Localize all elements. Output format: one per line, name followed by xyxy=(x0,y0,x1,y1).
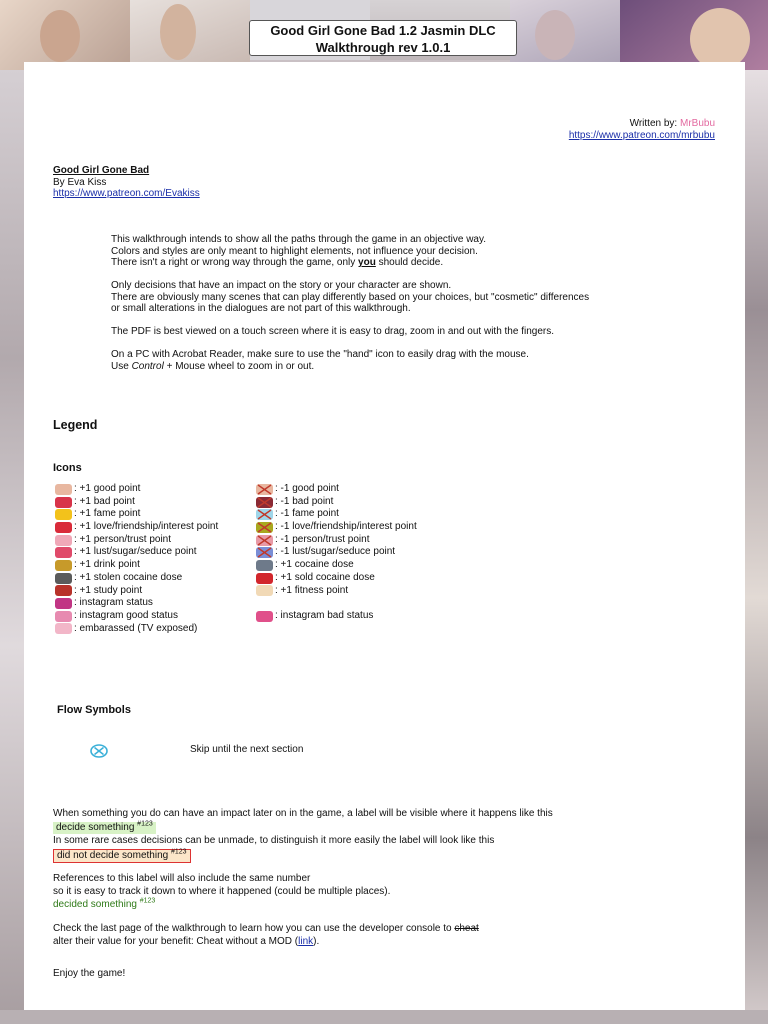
legend-entry-label: : +1 person/trust point xyxy=(74,533,172,545)
study-point-icon xyxy=(55,585,72,596)
undecision-label-example xyxy=(53,849,191,863)
legend-entry xyxy=(55,496,218,509)
explanation-line: When something you do can have an impact later on in the game, a label will be visible where it happens like this xyxy=(53,808,553,819)
minus-bad-point-icon xyxy=(256,497,273,508)
control-key-text: Control xyxy=(131,360,164,372)
intro-paragraph xyxy=(111,349,711,372)
legend-entry-label: : instagram good status xyxy=(74,609,178,621)
legend-entry-label: : -1 bad point xyxy=(275,495,334,507)
minus-lust-point-icon xyxy=(256,547,273,558)
icons-heading: Icons xyxy=(53,462,82,474)
intro-line: Only decisions that have an impact on the story or your character are shown. xyxy=(111,280,452,292)
legend-entry xyxy=(256,585,417,598)
icon-legend-right xyxy=(256,483,417,597)
legend-entry xyxy=(256,610,373,623)
icon-legend-instagram-bad xyxy=(256,610,373,623)
document-subtitle: Walkthrough rev 1.0.1 xyxy=(315,40,451,55)
background-figure xyxy=(535,10,575,60)
legend-entry xyxy=(55,610,218,623)
skip-section-label: Skip until the next section xyxy=(190,744,304,755)
legend-entry-label: : +1 fitness point xyxy=(275,584,349,596)
minus-fame-point-icon xyxy=(256,509,273,520)
explanation-line: Check the last page of the walkthrough to learn how you can use the developer console to xyxy=(53,922,455,934)
reference-label-number: #123 xyxy=(139,898,156,906)
intro-paragraph xyxy=(111,326,711,338)
decision-label-number: #123 xyxy=(137,821,153,829)
legend-heading: Legend xyxy=(53,418,98,432)
good-point-icon xyxy=(55,484,72,495)
legend-entry-label: : +1 good point xyxy=(74,483,141,494)
instagram-bad-icon xyxy=(256,611,273,622)
legend-entry xyxy=(256,508,417,521)
intro-line: Colors and styles are only meant to highlight elements, not influence your decision. xyxy=(111,245,478,257)
explanation-line: ). xyxy=(313,936,320,948)
explanation-line: so it is easy to track it down to where it happened (could be multiple places). xyxy=(53,885,391,897)
legend-entry xyxy=(256,496,417,509)
legend-entry xyxy=(55,572,218,585)
author-patreon-link[interactable]: https://www.patreon.com/mrbubu xyxy=(568,129,715,141)
decision-label-example xyxy=(53,822,156,834)
legend-entry xyxy=(55,546,218,559)
fitness-point-icon xyxy=(256,585,273,596)
embarrassed-icon xyxy=(55,623,72,634)
decision-label-text: decide something xyxy=(56,822,138,834)
legend-entry-label: : instagram status xyxy=(74,597,153,609)
legend-entry-label: : +1 love/friendship/interest point xyxy=(74,521,219,533)
game-credit xyxy=(53,165,200,200)
legend-entry xyxy=(55,623,218,636)
game-author: By Eva Kiss xyxy=(53,176,107,188)
trust-point-icon xyxy=(55,535,72,546)
legend-entry-label: : +1 study point xyxy=(74,584,143,596)
sold-cocaine-icon xyxy=(256,573,273,584)
legend-entry-label: : -1 good point xyxy=(275,483,339,494)
legend-entry xyxy=(256,483,417,496)
legend-entry xyxy=(256,572,417,585)
explanation-line: alter their value for your benefit: Cheat without a MOD ( xyxy=(53,936,299,948)
instagram-good-icon xyxy=(55,611,72,622)
background-figure xyxy=(690,8,750,70)
legend-entry-label: : instagram bad status xyxy=(275,610,374,621)
intro-line: Use xyxy=(111,360,132,372)
intro-text xyxy=(111,234,711,384)
intro-line: This walkthrough intends to show all the paths through the game in an objective way. xyxy=(111,234,487,245)
flow-symbols-heading: Flow Symbols xyxy=(57,704,131,716)
background-art-strip-left xyxy=(0,70,24,1024)
legend-entry xyxy=(256,546,417,559)
background-art-strip-right xyxy=(745,70,768,1024)
labels-explanation xyxy=(53,808,743,981)
intro-line: The PDF is best viewed on a touch screen where it is easy to drag, zoom in and out with the fingers. xyxy=(111,326,555,338)
minus-trust-point-icon xyxy=(256,535,273,546)
background-art-strip-bottom xyxy=(0,1010,768,1024)
love-point-icon xyxy=(55,522,72,533)
intro-line: There are obviously many scenes that can play differently based on your choices, but "cosmetic" differences xyxy=(111,291,590,303)
intro-paragraph xyxy=(111,280,711,315)
intro-paragraph xyxy=(111,234,711,269)
lust-point-icon xyxy=(55,547,72,558)
legend-entry-label: : -1 love/friendship/interest point xyxy=(275,521,417,533)
legend-entry-label: : -1 person/trust point xyxy=(275,533,370,545)
minus-love-point-icon xyxy=(256,522,273,533)
legend-entry-label: : +1 fame point xyxy=(74,508,141,520)
intro-line: On a PC with Acrobat Reader, make sure to use the "hand" icon to easily drag with the mouse. xyxy=(111,349,529,361)
intro-line: should decide. xyxy=(375,257,444,269)
legend-entry-label: : +1 cocaine dose xyxy=(275,559,354,571)
legend-entry-label: : +1 bad point xyxy=(74,495,135,507)
game-patreon-link[interactable]: https://www.patreon.com/Evakiss xyxy=(53,188,200,200)
intro-line: + Mouse wheel to zoom in or out. xyxy=(163,360,315,372)
legend-entry-label: : embarassed (TV exposed) xyxy=(74,622,198,634)
explanation-line: In some rare cases decisions can be unmade, to distinguish it more easily the label will look like this xyxy=(53,834,495,846)
document-title: Good Girl Gone Bad 1.2 Jasmin DLC xyxy=(270,23,496,38)
instagram-status-icon xyxy=(55,598,72,609)
struck-cheat-text: cheat xyxy=(454,922,479,934)
minus-good-point-icon xyxy=(256,484,273,495)
emphasis-you: you xyxy=(358,257,376,269)
stolen-cocaine-icon xyxy=(55,573,72,584)
author-name: MrBubu xyxy=(679,118,715,129)
legend-entry xyxy=(256,559,417,572)
legend-entry-label: : +1 sold cocaine dose xyxy=(275,571,375,583)
undecision-label-number: #123 xyxy=(170,848,187,856)
intro-line: or small alterations in the dialogues are not part of this walkthrough. xyxy=(111,303,411,315)
explanation-line: References to this label will also include the same number xyxy=(53,872,311,884)
written-by-label: Written by: xyxy=(629,118,680,129)
background-figure xyxy=(160,4,196,60)
closing-line: Enjoy the game! xyxy=(53,967,126,979)
legend-entry xyxy=(55,483,218,496)
legend-entry-label: : +1 drink point xyxy=(74,559,140,571)
legend-entry xyxy=(55,534,218,547)
legend-entry xyxy=(256,534,417,547)
skip-section-icon xyxy=(90,744,108,758)
game-title: Good Girl Gone Bad xyxy=(53,165,150,176)
legend-entry-label: : +1 lust/sugar/seduce point xyxy=(74,546,197,558)
document-title-box xyxy=(249,20,517,56)
legend-entry xyxy=(55,559,218,572)
cheat-guide-link[interactable]: link xyxy=(298,936,314,948)
undecision-label-text: did not decide something xyxy=(57,850,171,862)
legend-entry xyxy=(55,597,218,610)
reference-label-example xyxy=(53,899,743,912)
drink-point-icon xyxy=(55,560,72,571)
bad-point-icon xyxy=(55,497,72,508)
intro-line: There isn't a right or wrong way through the game, only xyxy=(111,257,359,269)
legend-entry xyxy=(55,585,218,598)
legend-entry xyxy=(55,521,218,534)
legend-entry-label: : +1 stolen cocaine dose xyxy=(74,571,183,583)
reference-label-text: decided something xyxy=(53,899,140,911)
author-credit xyxy=(569,118,715,141)
fame-point-icon xyxy=(55,509,72,520)
legend-entry-label: : -1 lust/sugar/seduce point xyxy=(275,546,396,558)
icon-legend-left xyxy=(55,483,218,635)
legend-entry xyxy=(256,521,417,534)
cocaine-dose-icon xyxy=(256,560,273,571)
background-figure xyxy=(40,10,80,62)
legend-entry xyxy=(55,508,218,521)
legend-entry-label: : -1 fame point xyxy=(275,508,339,520)
